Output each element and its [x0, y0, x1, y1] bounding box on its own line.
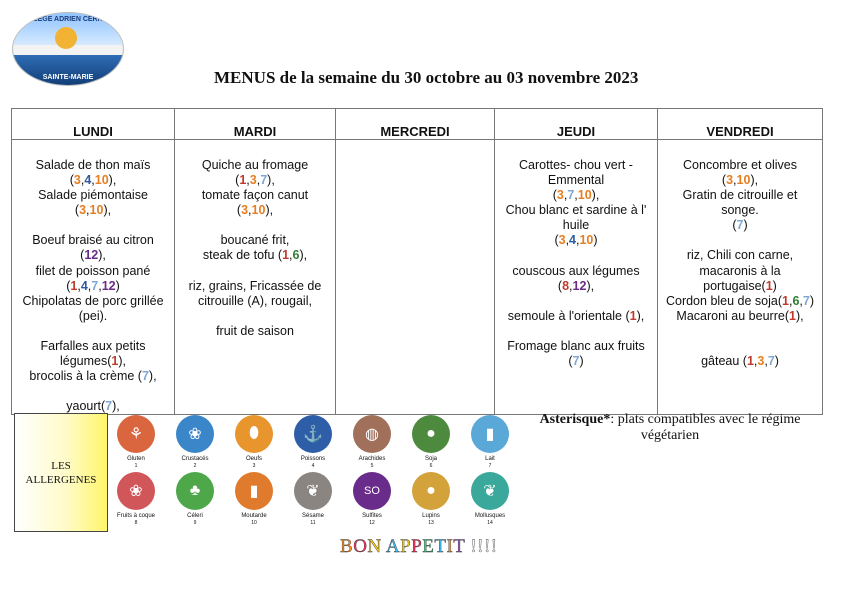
menu-line: (3,4,10)	[554, 233, 598, 248]
egg-icon: ⬮	[235, 415, 273, 453]
allergen-6	[403, 415, 459, 469]
allergen-code: 1	[239, 173, 247, 188]
allergen-code: 10	[579, 233, 594, 248]
allergen-label: Lait	[485, 456, 495, 462]
peanut-icon: ◍	[353, 415, 391, 453]
allergen-label: Moutarde	[241, 513, 267, 519]
menu-line: (3,10),	[721, 173, 759, 188]
allergen-number: 2	[193, 463, 197, 469]
allergen-number: 9	[193, 520, 197, 526]
banner-letter: P	[411, 536, 423, 557]
day-header-jeudi: JEUDI	[495, 109, 658, 140]
menu-line: (pei).	[78, 308, 108, 323]
menu-line: brocolis à la crème (7),	[29, 369, 157, 384]
crab-icon: ❀	[176, 415, 214, 453]
menu-line: macaronis à la	[699, 263, 781, 278]
day-menu-mercredi	[336, 140, 495, 415]
menu-table	[11, 108, 823, 415]
menu-line: tomate façon canut	[201, 188, 309, 203]
day-menu-vendredi	[658, 140, 823, 415]
allergen-code: 1	[788, 308, 796, 323]
menu-line: citrouille (A), rougail,	[198, 293, 312, 308]
menu-line: (3,10),	[74, 203, 112, 218]
day-header-vendredi: VENDREDI	[658, 109, 823, 140]
menu-line: (1,3,7),	[235, 173, 275, 188]
menu-line: Salade piémontaise	[38, 188, 148, 203]
allergen-number: 10	[251, 520, 257, 526]
asterisk-text: : plats compatibles avec le régime végétarien	[610, 412, 801, 443]
menu-line: (8,12),	[557, 278, 595, 293]
celery-icon: ♣	[176, 472, 214, 510]
allergen-2	[167, 415, 223, 469]
allergen-code: 4	[84, 173, 92, 188]
menu-line: Boeuf braisé au citron	[32, 233, 154, 248]
allergen-code: 10	[94, 173, 109, 188]
allergen-number: 4	[311, 463, 315, 469]
allergen-number: 3	[252, 463, 256, 469]
menu-line: yaourt(7),	[66, 399, 120, 414]
allergen-code: 7	[802, 293, 810, 308]
allergen-code: 10	[736, 173, 751, 188]
allergen-code: 12	[572, 278, 587, 293]
allergen-code: 7	[141, 369, 149, 384]
allergen-code: 3	[73, 173, 81, 188]
sesame-icon: ❦	[294, 472, 332, 510]
soy-icon: ●	[412, 415, 450, 453]
allergen-number: 13	[428, 520, 434, 526]
allergen-code: 1	[111, 354, 119, 369]
menu-line: légumes(1),	[59, 354, 126, 369]
allergens-title: LES ALLERGENES	[25, 459, 97, 486]
banner-letter: B	[340, 536, 354, 557]
allergen-13	[403, 472, 459, 526]
allergen-number: 6	[429, 463, 433, 469]
menu-line: (1,4,7,12)	[66, 278, 120, 293]
allergen-number: 8	[134, 520, 138, 526]
menu-line: semoule à l'orientale (1),	[507, 308, 645, 323]
menu-line: Macaroni au beurre(1),	[676, 308, 804, 323]
menu-line: (3,7,10),	[552, 188, 600, 203]
menu-line: steak de tofu (1,6),	[202, 248, 308, 263]
banner-letter: T	[434, 536, 447, 557]
allergen-10	[226, 472, 282, 526]
allergen-number: 14	[487, 520, 493, 526]
allergen-code: 7	[767, 353, 775, 368]
allergen-code: 3	[726, 173, 734, 188]
asterisk-label: Asterisque*	[539, 412, 611, 427]
allergen-label: Gluten	[127, 456, 145, 462]
allergen-label: Crustacés	[181, 456, 209, 462]
allergen-5	[344, 415, 400, 469]
allergen-code: 7	[91, 278, 99, 293]
allergen-code: 10	[89, 203, 104, 218]
allergen-code: 1	[782, 293, 789, 308]
day-menu-mardi	[175, 140, 336, 415]
allergen-code: 3	[757, 353, 765, 368]
menu-line: Chou blanc et sardine à l'	[505, 203, 647, 218]
menu-line: Farfalles aux petits	[40, 338, 146, 353]
menu-line: filet de poisson pané	[35, 263, 151, 278]
shell-icon: ❦	[471, 472, 509, 510]
allergen-code: 3	[79, 203, 87, 218]
menu-line: (3,4,10),	[69, 173, 117, 188]
menu-line: Fromage blanc aux fruits	[507, 338, 645, 353]
wheat-icon: ⚘	[117, 415, 155, 453]
allergen-code: 3	[558, 233, 566, 248]
allergen-code: 1	[746, 353, 754, 368]
allergen-code: 6	[792, 293, 800, 308]
allergen-number: 1	[134, 463, 138, 469]
banner-letter: E	[422, 536, 435, 557]
allergen-code: 7	[260, 173, 268, 188]
allergen-number: 11	[310, 520, 316, 526]
allergen-code: 3	[556, 188, 564, 203]
allergen-12	[344, 472, 400, 526]
allergen-label: Mollusques	[474, 513, 506, 519]
banner-letter: !	[483, 536, 491, 557]
allergen-number: 7	[488, 463, 492, 469]
allergen-code: 8	[562, 278, 570, 293]
allergen-9	[167, 472, 223, 526]
allergen-label: Sésame	[301, 513, 324, 519]
menu-line: boucané frit,	[220, 233, 290, 248]
allergen-code: 1	[282, 248, 290, 263]
menu-line: Quiche au fromage	[201, 158, 309, 172]
allergen-7	[462, 415, 518, 469]
menu-line: Emmental	[547, 173, 605, 188]
banner-letter: !	[470, 536, 478, 557]
banner-letter: O	[353, 536, 368, 557]
allergen-label: Poissons	[300, 456, 326, 462]
allergen-code: 1	[70, 278, 78, 293]
allergen-3	[226, 415, 282, 469]
allergen-code: 3	[249, 173, 257, 188]
menu-line: Gratin de citrouille et	[682, 188, 798, 203]
menu-line: Carottes- chou vert -	[519, 158, 633, 172]
menu-line: portugaise(1)	[703, 278, 777, 293]
college-logo	[12, 12, 124, 86]
day-header-mardi: MARDI	[175, 109, 336, 140]
menu-line: (7)	[732, 218, 748, 233]
allergen-8	[108, 472, 164, 526]
allergen-code: 1	[629, 308, 637, 323]
day-header-mercredi: MERCREDI	[336, 109, 495, 140]
menu-line: (12),	[80, 248, 106, 263]
menu-line: couscous aux légumes	[512, 263, 640, 278]
allergen-code: 7	[736, 218, 744, 233]
logo-bottom-text: SAINTE-MARIE	[42, 74, 94, 81]
vegetarian-note	[520, 412, 820, 444]
allergen-code: 12	[84, 248, 99, 263]
allergen-code: 6	[292, 248, 300, 263]
allergen-code: 3	[241, 203, 249, 218]
allergen-code: 7	[105, 399, 113, 414]
logo-top-text: COLLEGE ADRIEN CERNEAU	[18, 16, 118, 23]
allergen-label: Soja	[424, 456, 437, 462]
day-menu-jeudi	[495, 140, 658, 415]
menu-line: riz, Chili con carne,	[686, 248, 794, 263]
menu-line: Concombre et olives	[683, 158, 797, 172]
allergen-code: 10	[251, 203, 266, 218]
allergen-label: Céleri	[187, 513, 203, 519]
allergen-1	[108, 415, 164, 469]
banner-letter: T	[453, 536, 466, 557]
menu-line: riz, grains, Fricassée de	[188, 278, 322, 293]
allergen-code: 7	[567, 188, 575, 203]
menu-line: huile	[562, 218, 590, 233]
banner-letter: !	[477, 536, 484, 557]
allergen-4	[285, 415, 341, 469]
page-title: MENUS de la semaine du 30 octobre au 03 novembre 2023	[214, 68, 639, 87]
menu-line: fruit de saison	[216, 323, 294, 338]
allergen-code: 4	[569, 233, 576, 248]
banner-letter: A	[385, 536, 401, 557]
milk-icon: ▮	[471, 415, 509, 453]
mustard-icon: ▮	[235, 472, 273, 510]
allergen-number: 12	[369, 520, 375, 526]
allergen-label: Sulfites	[362, 513, 382, 519]
sulfites-icon: SO	[353, 472, 391, 510]
bon-appetit-banner	[340, 536, 498, 558]
fish-icon: ⚓	[294, 415, 332, 453]
day-menu-lundi	[12, 140, 175, 415]
allergen-code: 12	[101, 278, 116, 293]
allergen-number: 5	[370, 463, 374, 469]
allergen-label: Oeufs	[245, 456, 262, 462]
day-header-row	[12, 109, 823, 140]
allergen-code: 4	[80, 278, 88, 293]
menu-line: songe.	[721, 203, 759, 218]
menu-line: Cordon bleu de soja(1,6,7)	[665, 293, 815, 308]
menu-line: Salade de thon maïs	[35, 158, 151, 172]
menu-line: Chipolatas de porc grillée	[22, 293, 164, 308]
allergen-code: 1	[765, 278, 773, 293]
lupin-icon: ●	[412, 472, 450, 510]
banner-letter: P	[400, 536, 412, 557]
day-menu-row	[12, 140, 823, 415]
banner-letter: N	[367, 536, 382, 557]
allergen-code: 7	[572, 353, 580, 368]
allergen-11	[285, 472, 341, 526]
menu-line: gâteau (1,3,7)	[701, 353, 779, 368]
allergen-code: 10	[577, 188, 592, 203]
allergen-label: Fruits à coque	[116, 513, 156, 519]
nut-icon: ❀	[117, 472, 155, 510]
banner-letter: !	[490, 536, 498, 557]
allergens-title-box	[14, 413, 108, 532]
menu-line: (7)	[568, 353, 584, 368]
allergen-label: Arachides	[358, 456, 386, 462]
banner-letter: I	[446, 536, 454, 557]
sun-icon	[55, 27, 77, 49]
day-header-lundi: LUNDI	[12, 109, 175, 140]
menu-line: (3,10),	[236, 203, 274, 218]
allergen-label: Lupins	[422, 513, 440, 519]
allergen-14	[462, 472, 518, 526]
